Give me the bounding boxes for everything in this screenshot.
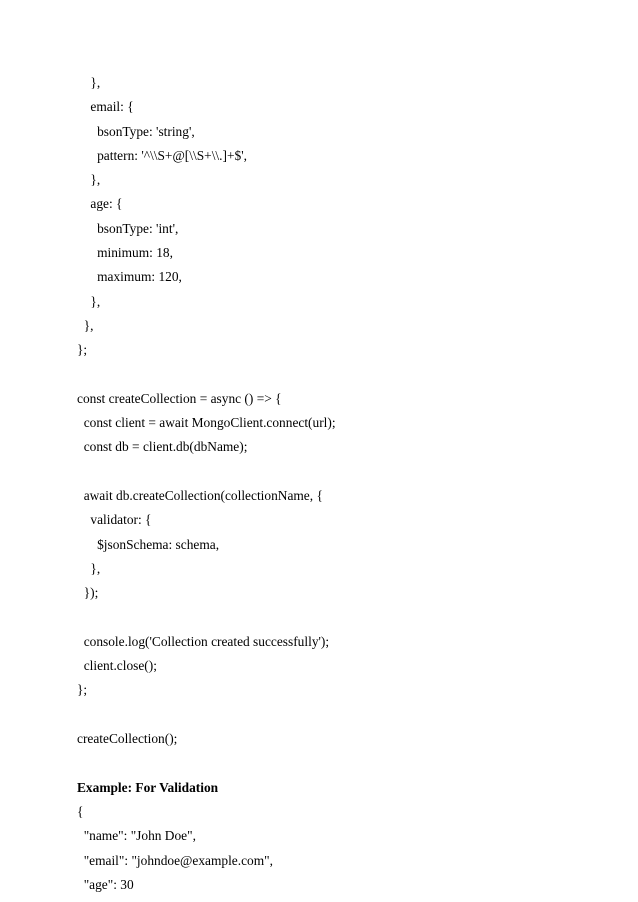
code-line: "age": 30 bbox=[77, 876, 134, 892]
code-line: email: { bbox=[77, 99, 134, 115]
blank-line bbox=[77, 363, 597, 387]
code-line: pattern: '^\\S+@[\\S+\\.]+$', bbox=[77, 147, 247, 163]
code-line: console.log('Collection created successfully'); bbox=[77, 633, 330, 649]
blank-line bbox=[77, 606, 597, 630]
code-line: }, bbox=[77, 75, 101, 90]
blank-line bbox=[77, 460, 597, 484]
code-line: validator: { bbox=[77, 512, 152, 528]
code-line: }, bbox=[77, 317, 94, 333]
blank-line bbox=[77, 751, 597, 775]
code-line: const createCollection = async () => { bbox=[77, 390, 282, 406]
section-heading: Example: For Validation bbox=[77, 779, 219, 795]
code-line: }, bbox=[77, 560, 101, 576]
code-line: "name": "John Doe", bbox=[77, 828, 196, 844]
code-line: bsonType: 'int', bbox=[77, 220, 179, 236]
code-line: const client = await MongoClient.connect(url); bbox=[77, 415, 336, 431]
code-line: }, bbox=[77, 293, 101, 309]
code-line: }); bbox=[77, 585, 99, 601]
code-line: const db = client.db(dbName); bbox=[77, 439, 248, 455]
code-line: }, bbox=[77, 172, 101, 188]
code-line: $jsonSchema: schema, bbox=[77, 536, 220, 552]
code-line: createCollection(); bbox=[77, 731, 178, 747]
code-line: client.close(); bbox=[77, 658, 157, 674]
code-line: }; bbox=[77, 342, 88, 358]
code-line: { bbox=[77, 803, 84, 819]
code-line: minimum: 18, bbox=[77, 245, 173, 261]
code-line: maximum: 120, bbox=[77, 269, 182, 285]
code-listing bbox=[77, 71, 597, 897]
code-line: }; bbox=[77, 682, 88, 698]
code-line: bsonType: 'string', bbox=[77, 123, 195, 139]
code-line: await db.createCollection(collectionName, { bbox=[77, 488, 323, 504]
blank-line bbox=[77, 703, 597, 727]
code-line: "email": "johndoe@example.com", bbox=[77, 852, 273, 868]
code-line: age: { bbox=[77, 196, 123, 212]
